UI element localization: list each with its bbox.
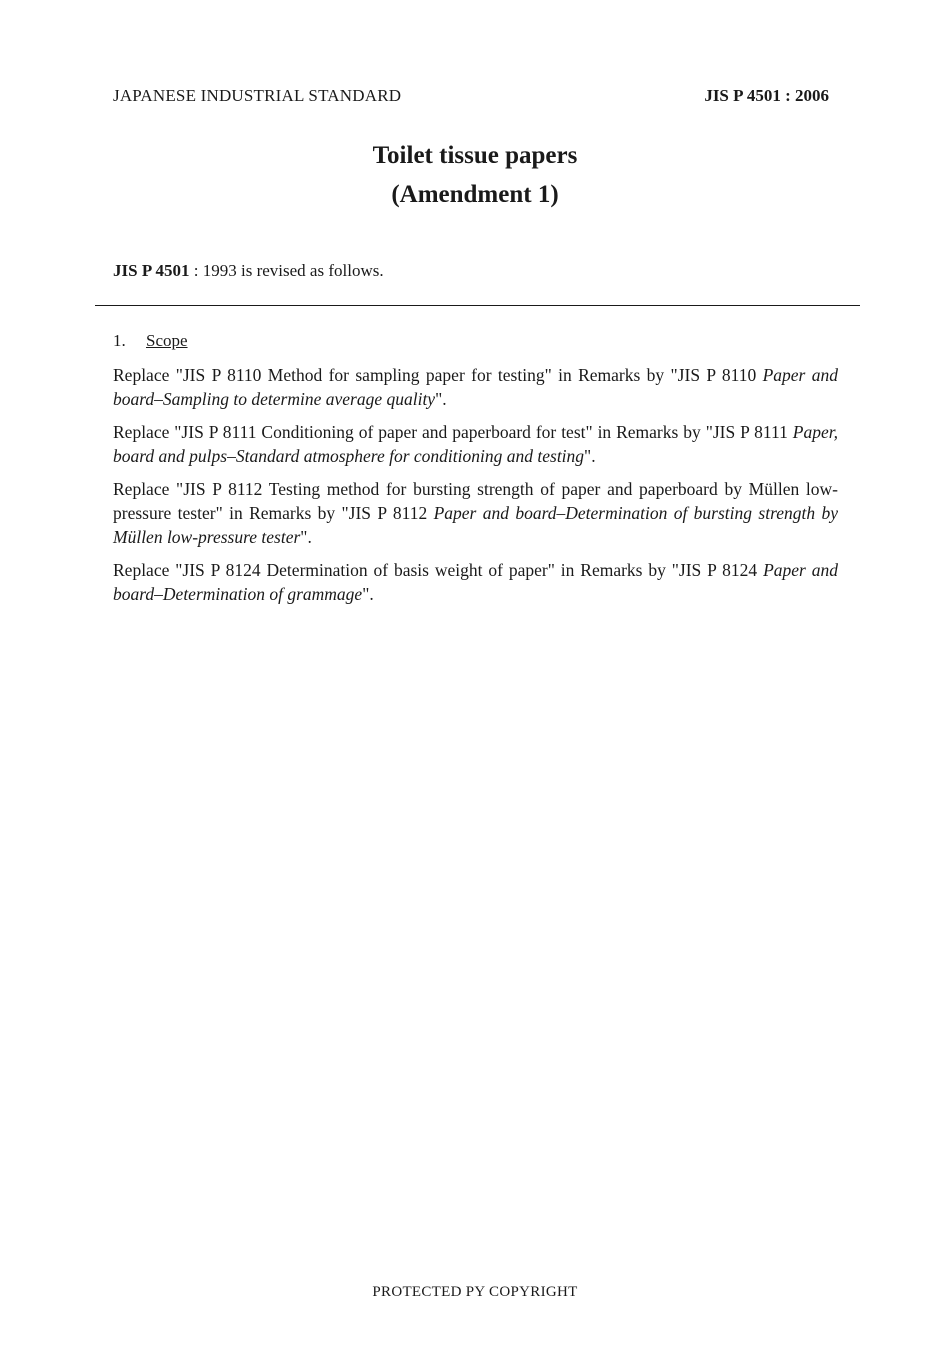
- paragraph-italic-title: Paper and board–Determination of bursting strength by Müllen low-pressure tester: [113, 503, 839, 547]
- section-heading: [113, 331, 188, 351]
- copyright-footer: PROTECTED PY COPYRIGHT: [372, 1284, 578, 1300]
- paragraph-closing: ".: [435, 389, 447, 409]
- section-divider: [95, 305, 860, 306]
- amendment-paragraph: [113, 477, 838, 549]
- intro-standard-ref: JIS P 4501: [113, 261, 190, 280]
- header-standard-number: JIS P 4501 : 2006: [704, 86, 829, 105]
- amendment-paragraph: [113, 558, 838, 606]
- section-body: [113, 363, 838, 615]
- paragraph-text: Replace "JIS P 8110 Method for sampling paper for testing" in Remarks by "JIS P 8110: [113, 365, 763, 385]
- paragraph-closing: ".: [362, 584, 374, 604]
- intro-text: : 1993 is revised as follows.: [189, 261, 384, 280]
- section-number: 1.: [113, 331, 126, 350]
- paragraph-italic-title: Paper and board–Determination of grammage: [113, 560, 838, 604]
- amendment-paragraph: [113, 363, 838, 411]
- paragraph-italic-title: Paper, board and pulps–Standard atmosphere for conditioning and testing: [113, 422, 838, 466]
- paragraph-closing: ".: [584, 446, 596, 466]
- paragraph-italic-title: Paper and board–Sampling to determine average quality: [113, 365, 838, 409]
- section-title: Scope: [146, 331, 188, 350]
- title-line-1: Toilet tissue papers: [372, 142, 578, 169]
- paragraph-text: Replace "JIS P 8112 Testing method for bursting strength of paper and paperboard by Müllen low-pressure tester" in Remarks by "JIS P 8112: [113, 479, 838, 523]
- paragraph-text: Replace "JIS P 8124 Determination of basis weight of paper" in Remarks by "JIS P 8124: [113, 560, 764, 580]
- document-title: [0, 136, 950, 214]
- paragraph-text: Replace "JIS P 8111 Conditioning of paper and paperboard for test" in Remarks by "JIS P 8111: [113, 422, 793, 442]
- header-standard-type: JAPANESE INDUSTRIAL STANDARD: [113, 86, 402, 105]
- title-line-2: (Amendment 1): [391, 181, 559, 208]
- amendment-paragraph: [113, 420, 838, 468]
- paragraph-closing: ".: [300, 527, 312, 547]
- revision-intro: [113, 261, 384, 281]
